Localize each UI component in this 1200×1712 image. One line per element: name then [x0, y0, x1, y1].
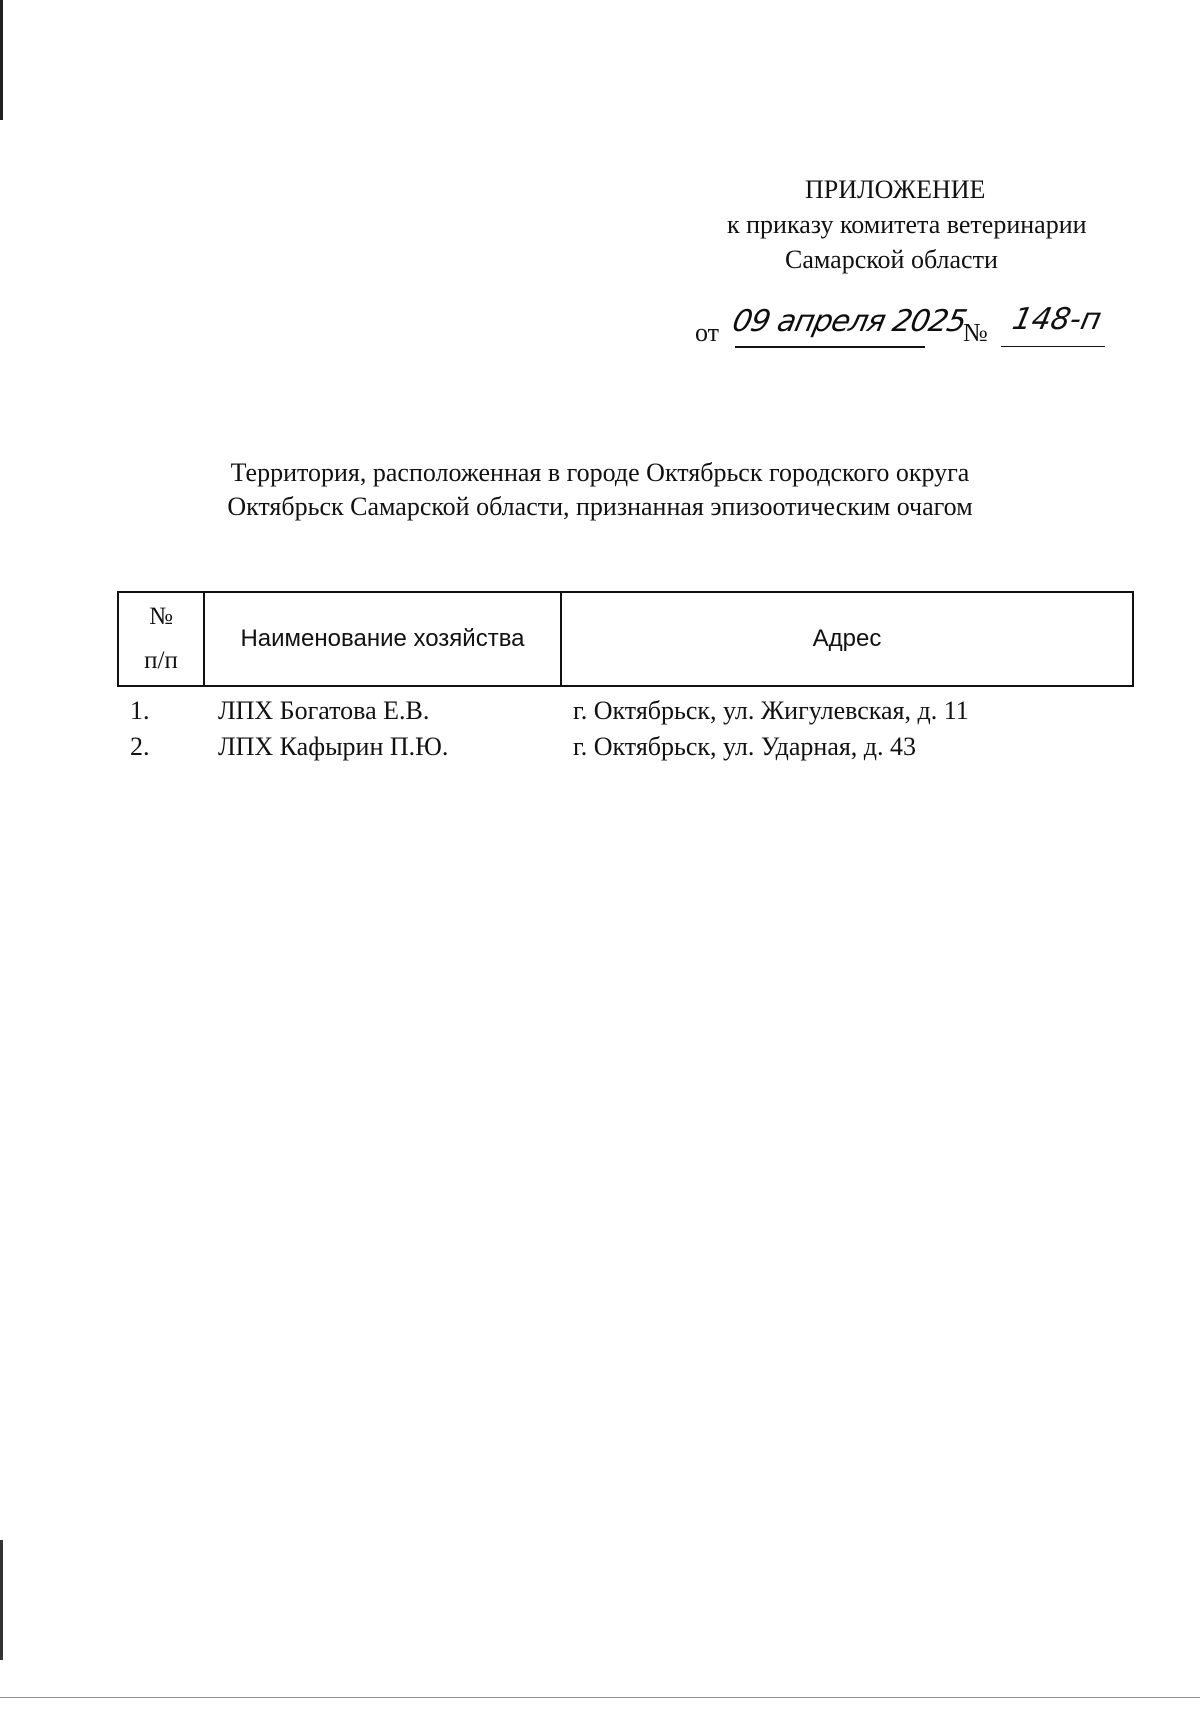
row-address: г. Октябрьск, ул. Ударная, д. 43 [573, 732, 917, 761]
appendix-header [640, 172, 1160, 277]
order-from-label: от [695, 318, 720, 347]
appendix-region: Самарской области [785, 245, 998, 274]
scan-edge-artifact [0, 0, 3, 120]
appendix-title: ПРИЛОЖЕНИЕ [805, 175, 986, 204]
row-farm-name: ЛПХ Богатова Е.В. [218, 696, 430, 725]
scan-edge-artifact [0, 1697, 1200, 1698]
order-number-sign: № [963, 318, 988, 347]
order-number-handwritten: 148-п [1009, 302, 1105, 337]
order-date-handwritten: 09 апреля 2025 [729, 304, 970, 339]
appendix-order-reference: к приказу комитета ветеринарии [727, 210, 1087, 239]
header-num [118, 592, 204, 686]
date-underline [735, 346, 925, 348]
table-header-row [118, 592, 1133, 686]
row-num: 2. [130, 732, 150, 761]
scan-edge-artifact [0, 1540, 3, 1660]
table-row [118, 729, 1133, 765]
header-address: Адрес [561, 592, 1133, 686]
row-farm-name: ЛПХ Кафырин П.Ю. [218, 732, 449, 761]
header-farm-name: Наименование хозяйства [204, 592, 561, 686]
row-num: 1. [130, 696, 150, 725]
table-row [118, 686, 1133, 729]
number-underline [1001, 346, 1105, 347]
document-title [140, 456, 1060, 524]
document-title-line2: Октябрьск Самарской области, признанная эпизоотическим очагом [227, 492, 973, 521]
header-num-sign: № [149, 603, 173, 630]
order-date-number [695, 302, 1145, 352]
header-num-pp: п/п [144, 647, 178, 674]
farms-table [117, 591, 1134, 765]
document-title-line1: Территория, расположенная в городе Октябрьск городского округа [230, 458, 970, 487]
row-address: г. Октябрьск, ул. Жигулевская, д. 11 [573, 696, 969, 725]
